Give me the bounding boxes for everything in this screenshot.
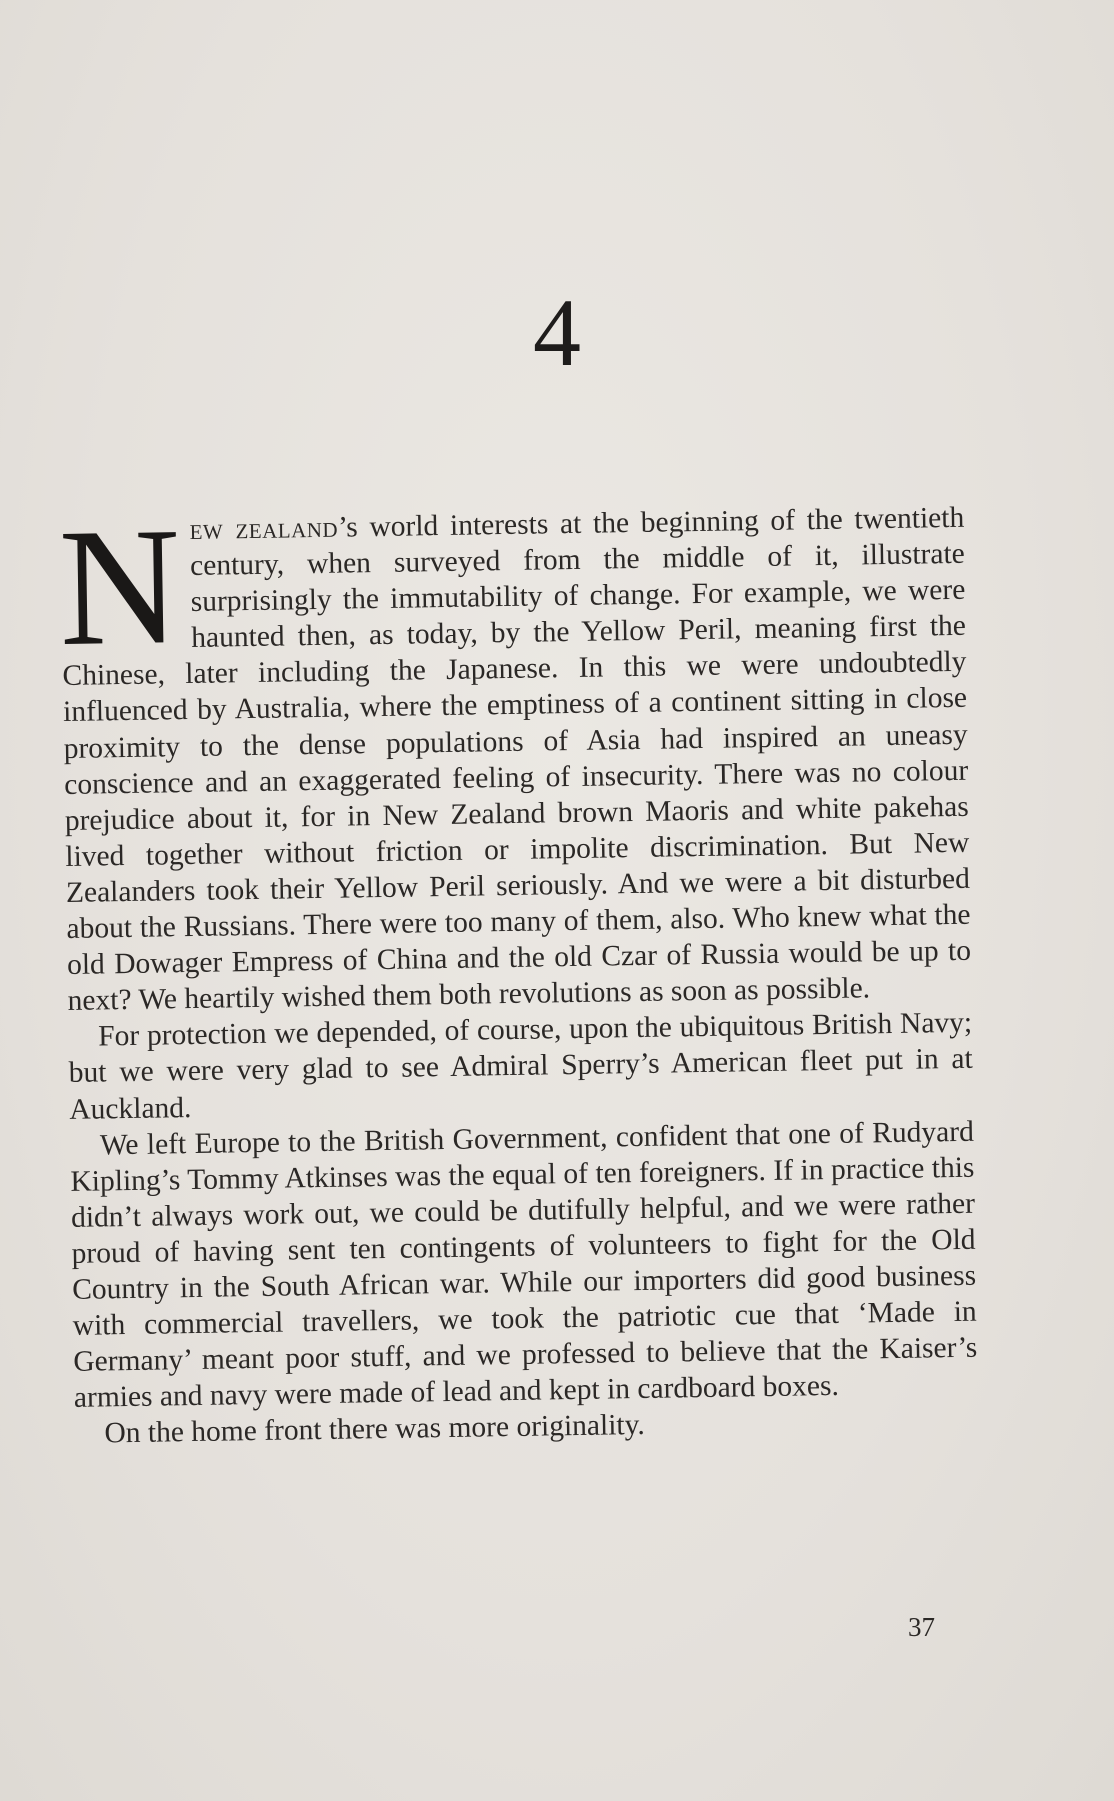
body-text — [57, 493, 979, 1453]
page-number: 37 — [908, 1612, 935, 1642]
paragraph: On the home front there was more originality. — [104, 1409, 646, 1450]
drop-cap: N — [57, 493, 182, 682]
chapter-number: 4 — [533, 279, 581, 386]
paragraph: For protection we depended, of course, upon the ubiquitous British Navy; but we were very glad to see Admiral Sperry’s American fleet put in at Auckland. — [68, 1007, 973, 1126]
opening-small-caps: ew zealand — [189, 511, 339, 546]
opening-text: ’s world interests at the beginning of the twentieth century, when surveyed from the middle of it, illustrate surprisingly the immutability of change. For example, we were haunted then, as today, by the Yellow Peril, meaning first the Chinese, later including the Japanese. In this we were undoubtedly influenced by Australia, where the emptiness of a continent sitting in close proximity to the dense populations of Asia had inspired an uneasy conscience and an exaggerated feeling of insecurity. There was no colour prejudice about it, for in New Zealand brown Maoris and white pakehas lived together without friction or impolite discrimination. But New Zealanders took their Yellow Peril seriously. And we were a bit disturbed about the Russians. There were too many of them, also. Who knew what the old Dowager Empress of China and the old Czar of Russia would be up to next? We heartily wished them both revolutions as soon as possible. — [62, 501, 972, 1018]
opening-paragraph — [57, 493, 972, 1019]
paragraph: We left Europe to the British Government, confident that one of Rudyard Kipling’s Tommy Atkinses was the equal of ten foreigners. If in practice this didn’t always work out, we could be dutifully helpful, and we were rather proud of having sent ten contingents of volunteers to fight for the Old Country in the South African war. While our importers did good business with commercial travellers, we took the patriotic cue that ‘Made in Germany’ meant poor stuff, and we professed to believe that the Kaiser’s armies and navy were made of lead and kept in cardboard boxes. — [70, 1115, 978, 1415]
